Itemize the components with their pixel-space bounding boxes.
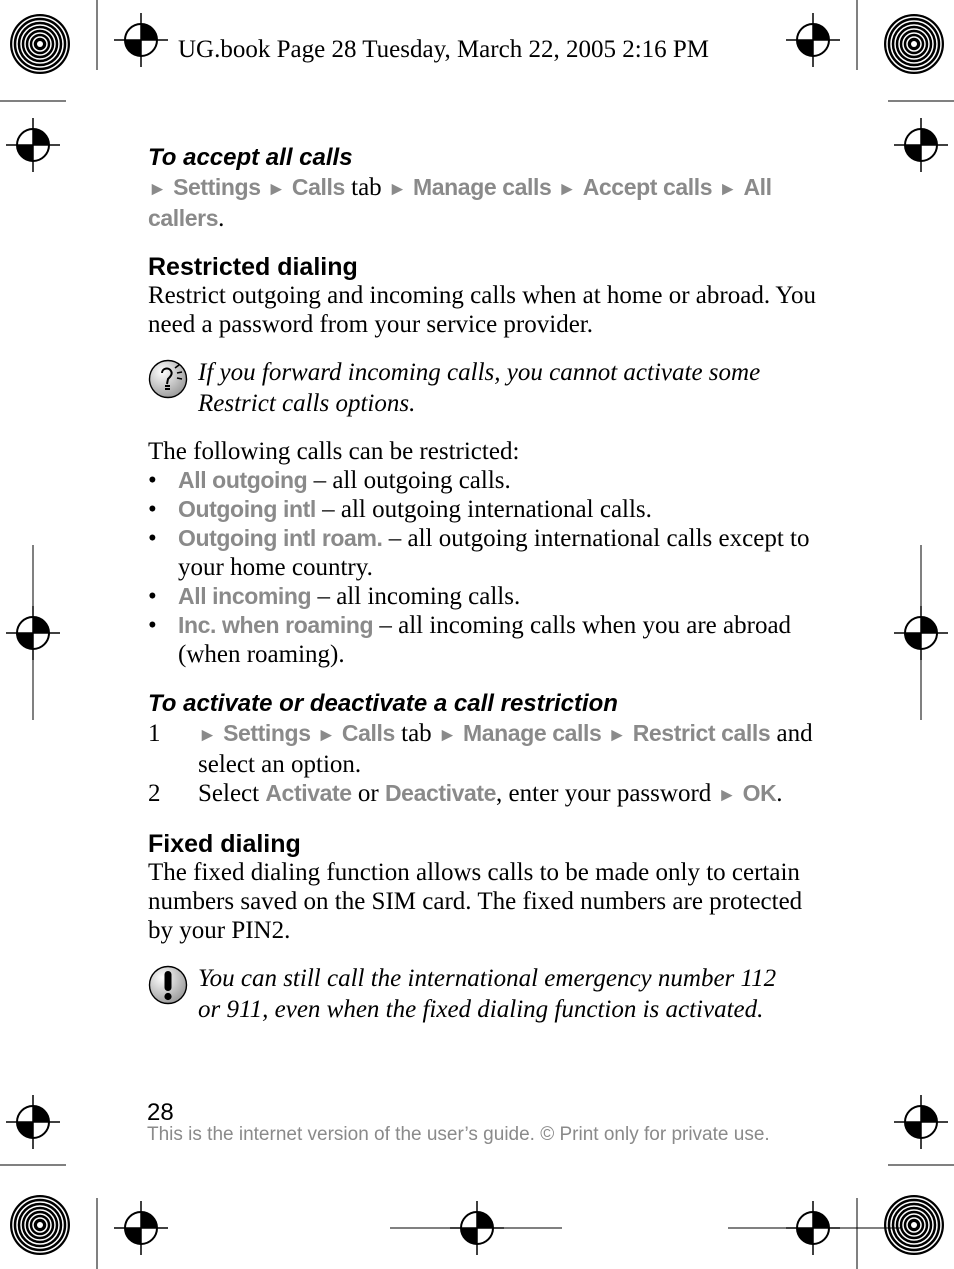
page-content [148, 143, 828, 1025]
step-text: Select [198, 780, 266, 807]
warning-box [148, 963, 828, 1025]
tip-box [148, 357, 828, 419]
print-header: UG.book Page 28 Tuesday, March 22, 2005 2:16 PM [178, 36, 710, 63]
tab-word: tab [344, 174, 388, 201]
arrow-icon: ► [437, 725, 457, 746]
arrow-icon: ► [148, 179, 167, 200]
list-item-desc: – all outgoing calls. [307, 467, 511, 494]
step-text: , enter your password [496, 780, 718, 807]
menu-accept-calls: Accept calls [582, 174, 713, 200]
menu-all-outgoing: All outgoing [178, 467, 308, 493]
fixed-section [148, 830, 828, 1025]
menu-manage-calls: Manage calls [413, 174, 552, 200]
tab-word: tab [394, 720, 438, 747]
registration-target-icon [10, 1195, 70, 1255]
period: . [776, 780, 783, 807]
arrow-icon: ► [387, 179, 407, 200]
menu-calls: Calls [291, 174, 345, 200]
lightbulb-icon [148, 359, 188, 399]
menu-inc-when-roaming: Inc. when roaming [178, 612, 374, 638]
page-number: 28 [147, 1099, 174, 1126]
list-item [148, 524, 828, 582]
step-text: and select an option. [198, 720, 813, 778]
step-number: 1 [148, 720, 161, 747]
activate-section [148, 689, 828, 810]
registration-target-icon [884, 14, 944, 74]
bullet: • [148, 583, 157, 610]
step-number: 2 [148, 780, 161, 807]
menu-outgoing-intl: Outgoing intl [178, 496, 316, 522]
menu-all-incoming: All incoming [178, 583, 312, 609]
list-item-desc: – all outgoing international calls. [315, 496, 652, 523]
accept-section [148, 143, 828, 233]
menu-deactivate: Deactivate [384, 780, 497, 806]
restriction-list [148, 466, 828, 669]
footer-note: This is the internet version of the user’s guide. © Print only for private use. [147, 1124, 770, 1145]
bullet: • [148, 525, 157, 552]
menu-settings: Settings [173, 174, 261, 200]
arrow-icon: ► [557, 179, 577, 200]
arrow-icon: ► [198, 725, 217, 746]
restricted-intro: Restrict outgoing and incoming calls when at home or abroad. You need a password from your service provider. [148, 282, 816, 338]
activate-heading: To activate or deactivate a call restriction [148, 690, 618, 717]
restricted-heading: Restricted dialing [148, 253, 358, 281]
menu-restrict-calls: Restrict calls [632, 720, 771, 746]
arrow-icon: ► [607, 725, 627, 746]
arrow-icon: ► [718, 179, 738, 200]
registration-target-icon [884, 1195, 944, 1255]
step-item [148, 719, 828, 779]
bullet: • [148, 612, 157, 639]
bullet: • [148, 496, 157, 523]
menu-outgoing-intl-roam: Outgoing intl roam. [178, 525, 383, 551]
step-item [148, 779, 828, 810]
fixed-heading: Fixed dialing [148, 830, 301, 858]
menu-ok: OK [742, 780, 777, 806]
menu-settings: Settings [223, 720, 311, 746]
list-item [148, 466, 828, 495]
menu-activate: Activate [265, 780, 352, 806]
accept-heading: To accept all calls [148, 144, 353, 171]
warning-text: You can still call the international emergency number 112 or 911, even when the fixed dialing function is activated. [198, 965, 777, 1023]
menu-all-callers: All callers [148, 174, 772, 231]
list-item-desc: – all incoming calls. [311, 583, 521, 610]
list-item-desc: – all incoming calls when you are abroad (when roaming). [178, 612, 792, 668]
fixed-intro: The fixed dialing function allows calls to be made only to certain numbers saved on the SIM card. The fixed numbers are protected by your PIN2. [148, 859, 803, 944]
restrict-list-intro: The following calls can be restricted: [148, 438, 520, 465]
arrow-icon: ► [266, 179, 286, 200]
step-text: or [351, 780, 385, 807]
list-item [148, 611, 828, 669]
registration-target-icon [10, 14, 70, 74]
list-item [148, 582, 828, 611]
menu-calls: Calls [341, 720, 395, 746]
tip-text: If you forward incoming calls, you cannot activate some Restrict calls options. [198, 359, 761, 417]
activate-steps [148, 719, 828, 810]
exclamation-icon [148, 965, 188, 1005]
menu-manage-calls: Manage calls [463, 720, 602, 746]
list-item [148, 495, 828, 524]
arrow-icon: ► [316, 725, 336, 746]
accept-path [148, 173, 828, 233]
period: . [218, 205, 225, 232]
restricted-section [148, 253, 828, 669]
bullet: • [148, 467, 157, 494]
arrow-icon: ► [717, 785, 737, 806]
list-item-desc: – all outgoing international calls except to your home country. [178, 525, 810, 581]
